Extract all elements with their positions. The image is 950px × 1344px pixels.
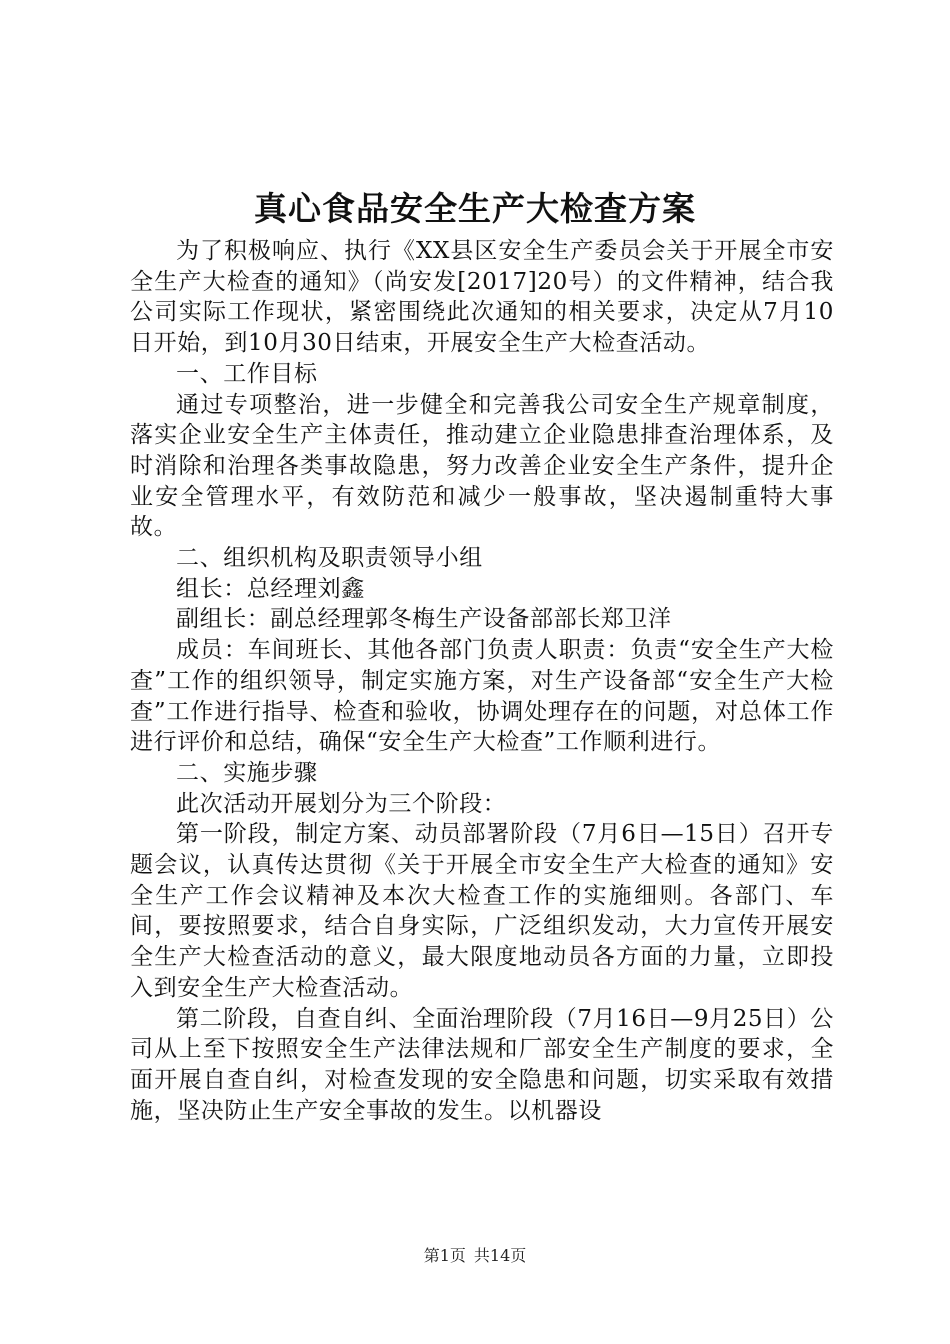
members-duties-paragraph: 成员：车间班长、其他各部门负责人职责：负责“安全生产大检查”工作的组织领导，制定实施方案，对生产设备部“安全生产大检查”工作进行指导、检查和验收，协调处理存在的问题，对总体工作进行评价和总结，确保“安全生产大检查”工作顺利进行。 [130,637,834,756]
page-footer [0,1245,950,1267]
document-title: 真心食品安全生产大检查方案 [254,189,696,228]
stages-intro-line: 此次活动开展划分为三个阶段： [176,790,507,817]
section-heading-organization: 二、组织机构及职责领导小组 [176,545,483,572]
intro-paragraph: 为了积极响应、执行《XX县区安全生产委员会关于开展全市安全生产大检查的通知》（尚安发[2017]20号）的文件精神，结合我公司实际工作现状，紧密围绕此次通知的相关要求，决定从7月10日开始，到10月30日结束，开展安全生产大检查活动。 [130,238,834,357]
page-total: 共14页 [473,1246,527,1265]
leader-line: 组长：总经理刘鑫 [176,575,365,602]
document-body [130,236,834,1126]
stage-two-paragraph: 第二阶段，自查自纠、全面治理阶段（7月16日—9月25日）公司从上至下按照安全生产法律法规和厂部安全生产制度的要求，全面开展自查自纠，对检查发现的安全隐患和问题，切实采取有效措施，坚决防止生产安全事故的发生。以机器设 [130,1005,834,1124]
goals-paragraph: 通过专项整治，进一步健全和完善我公司安全生产规章制度，落实企业安全生产主体责任，推动建立企业隐患排查治理体系，及时消除和治理各类事故隐患，努力改善企业安全生产条件，提升企业安全管理水平，有效防范和减少一般事故，坚决遏制重特大事故。 [130,391,834,541]
page-number: 第1页 [423,1246,466,1265]
section-heading-goals: 一、工作目标 [176,360,318,387]
stage-one-paragraph: 第一阶段，制定方案、动员部署阶段（7月6日—15日）召开专题会议，认真传达贯彻《关于开展全市安全生产大检查的通知》安全生产工作会议精神及本次大检查工作的实施细则。各部门、车间，要按照要求，结合自身实际，广泛组织发动，大力宣传开展安全生产大检查活动的意义，最大限度地动员各方面的力量，立即投入到安全生产大检查活动。 [130,821,834,1001]
deputy-leader-line: 副组长：副总经理郭冬梅生产设备部部长郑卫洋 [176,606,672,633]
section-heading-steps: 二、实施步骤 [176,759,318,786]
